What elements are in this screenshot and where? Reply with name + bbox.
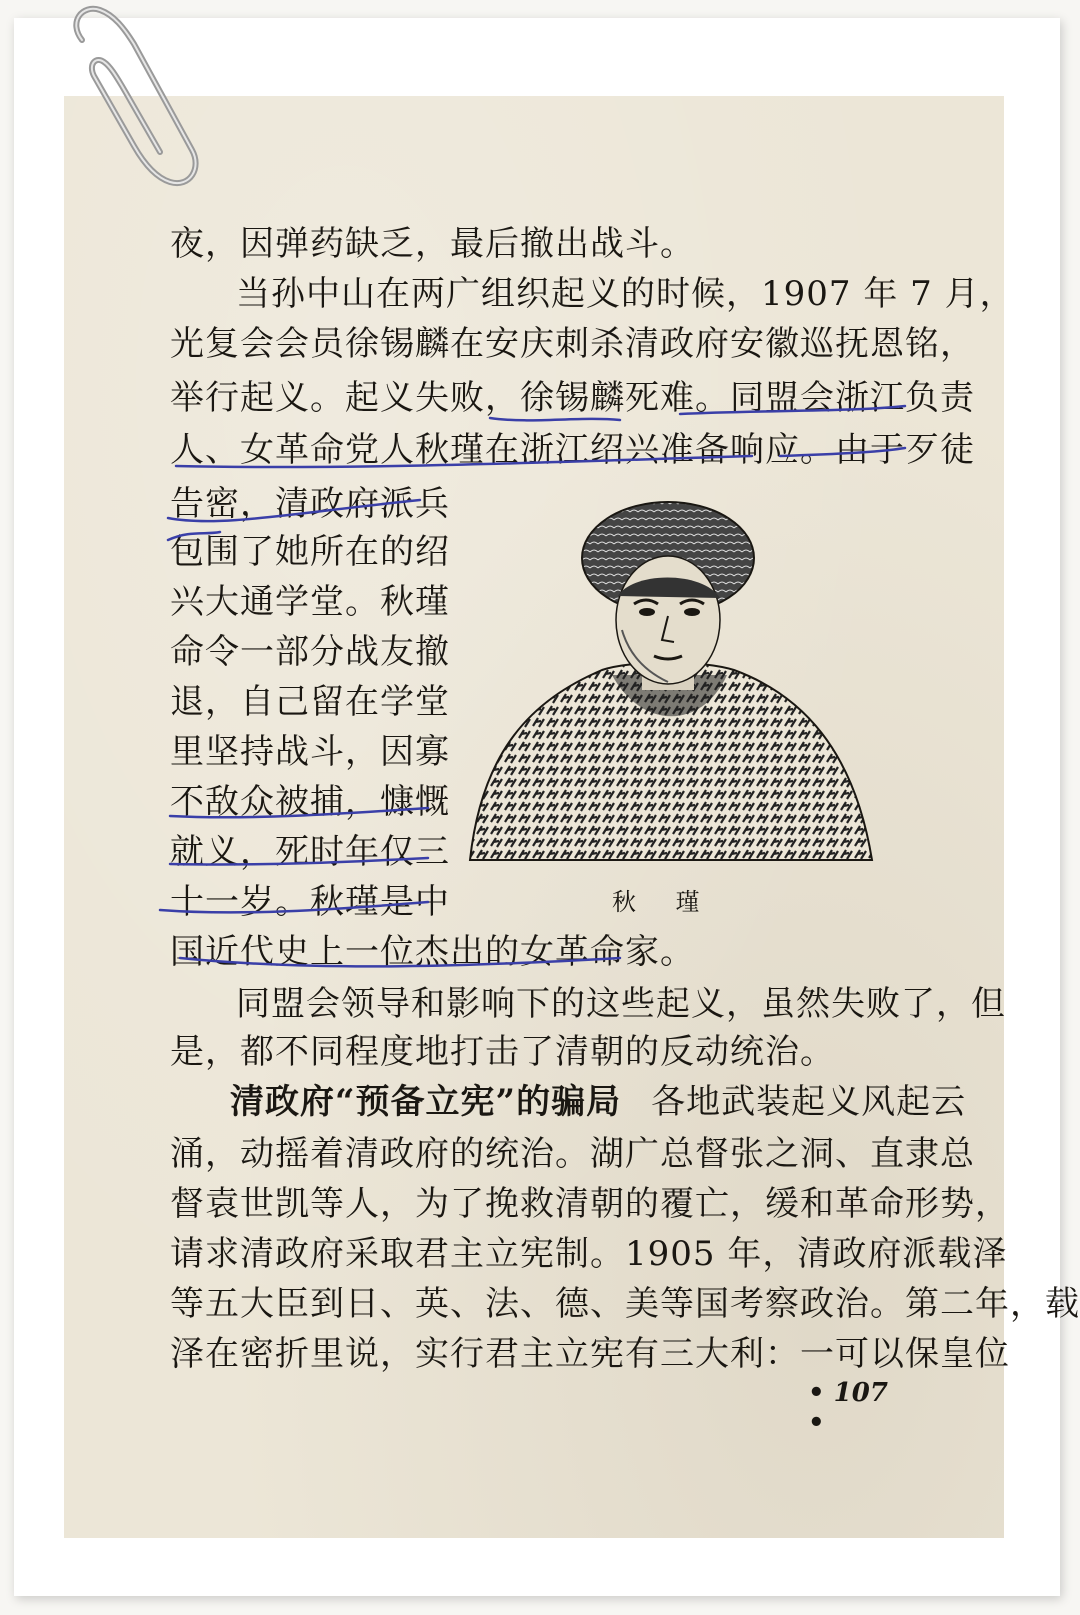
- text-line: 同盟会领导和影响下的这些起义，虽然失败了，但: [236, 984, 1006, 1024]
- text-line: 十一岁。秋瑾是中: [170, 882, 450, 922]
- text-line: 人、女革命党人秋瑾在浙江绍兴准备响应。由于歹徒: [170, 430, 975, 470]
- text-line: 命令一部分战友撤: [170, 632, 450, 672]
- text-line: 光复会会员徐锡麟在安庆刺杀清政府安徽巡抚恩铭，: [170, 324, 975, 364]
- text-line: 里坚持战斗，因寡: [170, 732, 450, 772]
- text-line: 涌，动摇着清政府的统治。湖广总督张之洞、直隶总: [170, 1134, 975, 1174]
- text-line: 督袁世凯等人，为了挽救清朝的覆亡，缓和革命形势，: [170, 1184, 1010, 1224]
- text-line: 夜，因弹药缺乏，最后撤出战斗。: [170, 224, 695, 264]
- image-caption: 秋 瑾: [612, 888, 716, 916]
- text-line: 国近代史上一位杰出的女革命家。: [170, 932, 695, 972]
- text-line: 就义，死时年仅三: [170, 832, 450, 872]
- text-line: 包围了她所在的绍: [170, 532, 450, 572]
- text-line: 请求清政府采取君主立宪制。1905 年，清政府派载泽: [170, 1234, 1008, 1274]
- text-line: 是，都不同程度地打击了清朝的反动统治。: [170, 1032, 835, 1072]
- text-line: 举行起义。起义失败，徐锡麟死难。同盟会浙江负责: [170, 378, 975, 418]
- section-heading-line: [230, 1080, 966, 1124]
- text-line: 各地武装起义风起云: [651, 1082, 967, 1122]
- text-line: 当孙中山在两广组织起义的时候，1907 年 7 月，: [236, 274, 1015, 314]
- text-line: 不敌众被捕，慷慨: [170, 782, 450, 822]
- portrait-illustration: [462, 500, 874, 862]
- text-line: 兴大通学堂。秋瑾: [170, 582, 450, 622]
- text-line: 退，自己留在学堂: [170, 682, 450, 722]
- section-heading: 清政府“预备立宪”的骗局: [230, 1082, 622, 1122]
- text-line: 泽在密折里说，实行君主立宪有三大利：一可以保皇位: [170, 1334, 1010, 1374]
- text-line: 告密，清政府派兵: [170, 484, 450, 524]
- page-number: • 107 •: [808, 1378, 888, 1438]
- text-line: 等五大臣到日、英、法、德、美等国考察政治。第二年，载: [170, 1284, 1080, 1324]
